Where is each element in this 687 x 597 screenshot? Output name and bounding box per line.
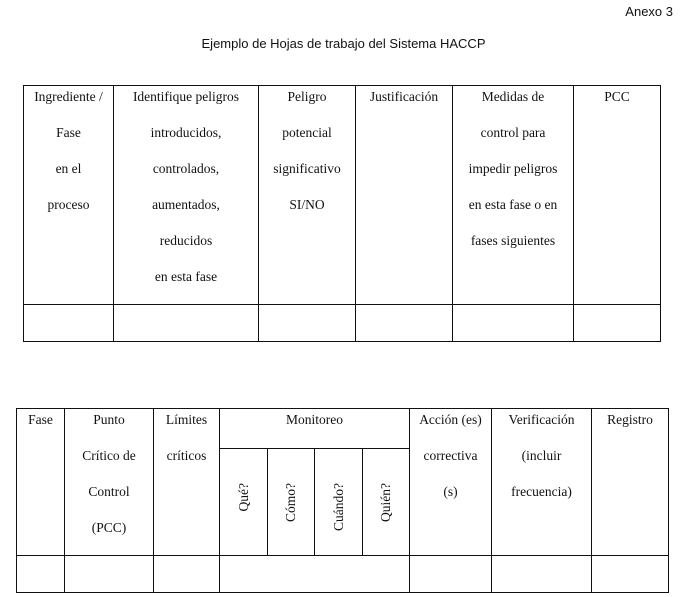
header-line: PCC [604,89,630,104]
table-cell[interactable] [410,556,492,593]
table-cell[interactable] [492,556,592,593]
header-line: proceso [47,197,90,212]
header-record [592,409,669,556]
header-ingredient-phase [24,86,114,305]
header-line: frecuencia) [511,484,572,499]
header-line: Peligro [287,89,327,104]
page-title: Ejemplo de Hojas de trabajo del Sistema HACCP [201,36,486,51]
header-line: Monitoreo [286,412,343,427]
header-line: (s) [443,484,458,499]
header-monitoring [220,409,410,449]
header-pcc [574,86,661,305]
table-cell[interactable] [24,305,114,342]
table-cell[interactable] [220,556,410,593]
header-line: Punto [93,412,125,427]
vertical-header-label: Cómo? [283,482,298,522]
header-line: introducidos, [150,125,222,140]
table-cell[interactable] [453,305,574,342]
header-line: (incluir [521,448,562,463]
header-line: Verificación [508,412,575,427]
haccp-plan-table [16,408,669,593]
header-line: Medidas de [481,89,545,104]
vertical-header-label: Qué? [235,482,251,512]
header-line: Fase [56,125,81,140]
table-cell[interactable] [65,556,154,593]
annex-label: Anexo 3 [625,4,673,19]
header-line: impedir peligros [468,161,558,176]
header-line: en esta fase [154,269,218,284]
table-cell[interactable] [592,556,669,593]
header-corrective-action [410,409,492,556]
table-header-row [17,409,669,449]
header-line: Registro [607,412,653,427]
header-line: Acción (es) [419,412,482,427]
header-phase [17,409,65,556]
table-cell[interactable] [259,305,356,342]
table-cell[interactable] [17,556,65,593]
header-line: Crítico de [82,448,136,463]
header-line: en esta fase o en [468,197,558,212]
table-cell[interactable] [574,305,661,342]
header-line: Ingrediente / [34,89,103,104]
table-header-row [24,86,661,305]
table-cell[interactable] [154,556,220,593]
header-line: reducidos [159,233,213,248]
vertical-header-label: Cuándo? [330,482,346,531]
header-line: críticos [166,448,207,463]
header-line: Justificación [369,89,439,104]
header-line: controlados, [152,161,220,176]
header-critical-control-point [65,409,154,556]
header-monitoring-who [363,448,410,555]
header-monitoring-what [220,448,268,555]
header-potential-hazard [259,86,356,305]
header-line: fases siguientes [470,233,556,248]
header-monitoring-how [268,448,315,555]
header-line: Límites [165,412,208,427]
header-monitoring-when [315,448,363,555]
header-line: Control [88,484,130,499]
header-line: correctiva [423,448,478,463]
header-verification [492,409,592,556]
header-line: aumentados, [152,197,220,212]
header-control-measures [453,86,574,305]
header-identify-hazards [114,86,259,305]
table-row [17,556,669,593]
header-line: Fase [28,412,53,427]
header-line: en el [55,161,82,176]
header-line: (PCC) [91,520,127,535]
header-justification [356,86,453,305]
header-line: SI/NO [289,197,325,212]
vertical-header-label: Quién? [378,482,393,522]
header-line: potencial [282,125,332,140]
header-critical-limits [154,409,220,556]
header-line: control para [480,125,546,140]
hazard-analysis-table [23,85,661,342]
table-cell[interactable] [356,305,453,342]
header-line: significativo [273,161,341,176]
table-cell[interactable] [114,305,259,342]
header-line: Identifique peligros [132,89,240,104]
table-row [24,305,661,342]
